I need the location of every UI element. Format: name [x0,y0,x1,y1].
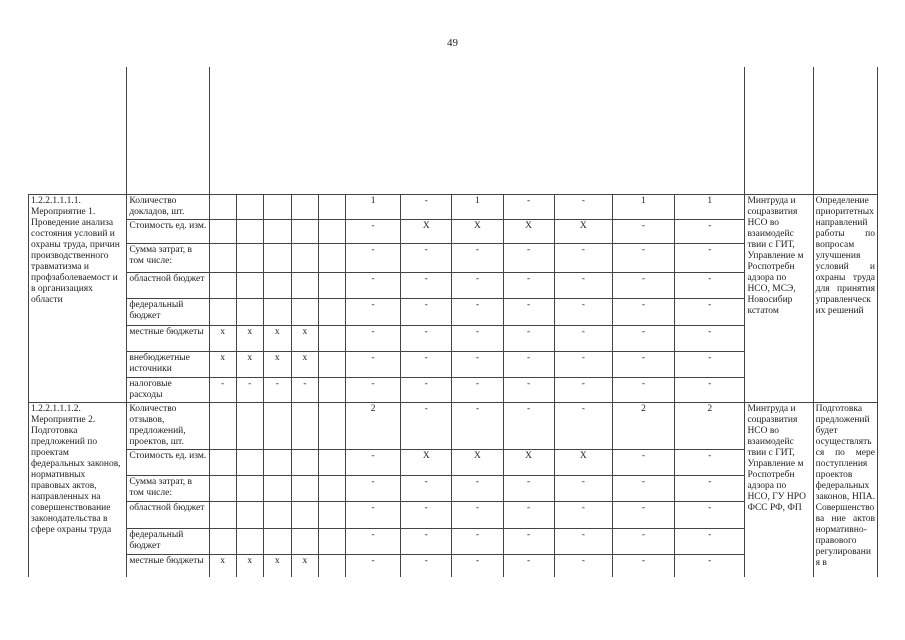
pre-value-cell [209,272,236,298]
pre-value-cell [291,243,318,272]
value-cell: - [612,501,674,528]
value-cell: 2 [346,402,401,449]
value-cell: - [554,528,612,554]
value-cell: - [554,351,612,377]
pre-value-cell [209,528,236,554]
pre-value-cell [291,528,318,554]
value-cell: 2 [675,402,745,449]
value-cell: - [346,325,401,351]
value-cell: - [675,219,745,243]
value-cell: - [503,528,554,554]
value-cell: 1 [346,194,401,219]
value-cell: - [452,475,503,501]
pre-value-cell [318,554,345,577]
executor-cell: Минтруда и соцразвития НСО во взаимодейс твии с ГИТ, Управление м Роспотребн адзора по НСО, МСЭ, Новосибир кстатом [745,194,813,402]
pre-value-cell: - [291,377,318,402]
pre-value-cell [318,243,345,272]
pre-value-cell [291,272,318,298]
value-cell: - [675,475,745,501]
executor-cell: Минтруда и соцразвития НСО во взаимодейс твии с ГИТ, Управление м Роспотребн адзора по НСО, ГУ НРО ФСС РФ, ФП [745,402,813,577]
value-cell: - [401,351,452,377]
value-cell: - [346,243,401,272]
value-cell: - [503,325,554,351]
value-cell: - [452,325,503,351]
value-cell: - [401,475,452,501]
result-cell: Подготовка предложений будет осуществляться по мере поступления проектов федеральных законов, НПА. Совершенствова ние актов нормативно-правового регулирования в [813,402,877,577]
cont-indicator-cell [127,67,209,194]
pre-value-cell [263,194,291,219]
table-row [29,67,878,194]
value-cell: - [401,325,452,351]
value-cell: - [346,475,401,501]
pre-value-cell: x [291,554,318,577]
pre-value-cell: - [209,377,236,402]
value-cell: 1 [675,194,745,219]
pre-value-cell [318,449,345,475]
measure-code-title-cell [29,194,127,402]
value-cell: X [503,449,554,475]
table-row [29,194,878,219]
value-cell: - [675,243,745,272]
value-cell: - [346,219,401,243]
measure-code: 1.2.2.1.1.1.1. [31,195,81,206]
indicator-cell: налоговые расходы [127,377,209,402]
value-cell: - [401,501,452,528]
indicator-cell: федеральный бюджет [127,298,209,325]
measures-table [28,67,878,577]
pre-value-cell [209,402,236,449]
pre-value-cell [236,272,263,298]
value-cell: - [503,272,554,298]
value-cell: - [452,351,503,377]
indicator-cell: Количество докладов, шт. [127,194,209,219]
value-cell: - [346,351,401,377]
value-cell: - [612,219,674,243]
value-cell: - [675,272,745,298]
pre-value-cell [263,475,291,501]
pre-value-cell [209,219,236,243]
measures-table-wrap [28,67,878,577]
value-cell: - [346,298,401,325]
pre-value-cell [236,194,263,219]
value-cell: - [554,402,612,449]
pre-value-cell [236,449,263,475]
value-cell: - [554,298,612,325]
value-cell: - [554,325,612,351]
value-cell: - [401,377,452,402]
value-cell: - [452,298,503,325]
indicator-cell: федеральный бюджет [127,528,209,554]
value-cell: - [503,475,554,501]
pre-value-cell [318,528,345,554]
pre-value-cell [209,298,236,325]
value-cell: - [452,528,503,554]
pre-value-cell [263,449,291,475]
value-cell: - [401,554,452,577]
pre-value-cell [291,402,318,449]
cont-empty-cells [209,67,745,194]
table-body [29,67,878,577]
pre-value-cell: x [291,351,318,377]
value-cell: - [554,377,612,402]
pre-value-cell [318,377,345,402]
value-cell: - [401,298,452,325]
value-cell: - [612,298,674,325]
pre-value-cell [209,501,236,528]
pre-value-cell: x [209,325,236,351]
pre-value-cell [263,219,291,243]
value-cell: X [554,219,612,243]
pre-value-cell [318,351,345,377]
pre-value-cell: x [236,351,263,377]
value-cell: - [452,501,503,528]
pre-value-cell [209,194,236,219]
value-cell: - [503,377,554,402]
pre-value-cell [209,449,236,475]
value-cell: - [612,528,674,554]
pre-value-cell: x [236,554,263,577]
value-cell: - [612,325,674,351]
value-cell: X [503,219,554,243]
indicator-cell: Стоимость ед. изм. [127,219,209,243]
measure-code: 1.2.2.1.1.1.2. [31,403,81,414]
value-cell: X [401,219,452,243]
value-cell: 1 [612,194,674,219]
indicator-cell: Стоимость ед. изм. [127,449,209,475]
pre-value-cell [291,194,318,219]
pre-value-cell [263,528,291,554]
value-cell: - [675,449,745,475]
pre-value-cell [291,219,318,243]
measure-code-title-cell [29,402,127,577]
pre-value-cell [318,475,345,501]
pre-value-cell: x [209,554,236,577]
indicator-cell: Количество отзывов, предложений, проектов, шт. [127,402,209,449]
indicator-cell: Сумма затрат, в том числе: [127,243,209,272]
cont-code-cell [29,67,127,194]
pre-value-cell: x [236,325,263,351]
measure-title: Мероприятие 1. Проведение анализа состояния условий и охраны труда, причин производственного травматизма и профзаболеваемост и в организациях области [31,206,120,305]
indicator-cell: Сумма затрат, в том числе: [127,475,209,501]
value-cell: - [346,272,401,298]
pre-value-cell [318,194,345,219]
cont-result-cell [813,67,877,194]
value-cell: - [612,377,674,402]
table-row [29,402,878,449]
value-cell: X [554,449,612,475]
pre-value-cell: x [291,325,318,351]
pre-value-cell [318,272,345,298]
value-cell: - [452,243,503,272]
pre-value-cell: x [263,554,291,577]
pre-value-cell [209,243,236,272]
value-cell: X [401,449,452,475]
cont-executor-cell [745,67,813,194]
value-cell: - [503,194,554,219]
indicator-cell: местные бюджеты [127,554,209,577]
pre-value-cell [236,501,263,528]
value-cell: - [554,475,612,501]
value-cell: - [346,554,401,577]
value-cell: - [675,501,745,528]
measure-title: Мероприятие 2. Подготовка предложений по проектам федеральных законов, нормативных правовых актов, направленных на совершенствование законодательства в сфере охраны труда [31,414,121,535]
value-cell: - [503,501,554,528]
value-cell: - [401,402,452,449]
value-cell: - [346,501,401,528]
value-cell: - [675,554,745,577]
pre-value-cell [209,475,236,501]
pre-value-cell [318,219,345,243]
pre-value-cell [318,325,345,351]
value-cell: - [503,243,554,272]
pre-value-cell [291,501,318,528]
pre-value-cell: x [263,351,291,377]
value-cell: - [401,272,452,298]
value-cell: - [554,243,612,272]
page-number: 49 [447,37,458,49]
pre-value-cell [263,243,291,272]
value-cell: - [503,402,554,449]
pre-value-cell [263,501,291,528]
value-cell: - [675,351,745,377]
value-cell: - [612,475,674,501]
value-cell: - [675,528,745,554]
value-cell: - [554,272,612,298]
pre-value-cell [236,402,263,449]
pre-value-cell: - [263,377,291,402]
pre-value-cell [236,243,263,272]
value-cell: 1 [452,194,503,219]
pre-value-cell [236,528,263,554]
pre-value-cell [236,219,263,243]
value-cell: - [401,528,452,554]
value-cell: - [612,449,674,475]
value-cell: - [612,243,674,272]
value-cell: - [452,554,503,577]
pre-value-cell: - [236,377,263,402]
value-cell: - [346,377,401,402]
pre-value-cell [318,298,345,325]
pre-value-cell [263,272,291,298]
indicator-cell: местные бюджеты [127,325,209,351]
value-cell: - [554,554,612,577]
indicator-cell: областной бюджет [127,272,209,298]
value-cell: - [612,272,674,298]
indicator-cell: областной бюджет [127,501,209,528]
value-cell: - [346,528,401,554]
value-cell: - [554,194,612,219]
value-cell: - [503,351,554,377]
value-cell: - [675,298,745,325]
value-cell: - [503,298,554,325]
value-cell: - [452,377,503,402]
pre-value-cell [291,475,318,501]
indicator-cell: внебюджетные источники [127,351,209,377]
pre-value-cell [263,298,291,325]
value-cell: X [452,449,503,475]
value-cell: - [675,325,745,351]
value-cell: - [452,272,503,298]
pre-value-cell [318,402,345,449]
value-cell: - [346,449,401,475]
value-cell: 2 [612,402,674,449]
result-cell: Определение приоритетных направлений работы по вопросам улучшения условий и охраны труда для принятия управленческих решений [813,194,877,402]
pre-value-cell [291,449,318,475]
value-cell: - [612,554,674,577]
value-cell: - [675,377,745,402]
pre-value-cell [236,475,263,501]
pre-value-cell [236,298,263,325]
pre-value-cell: x [263,325,291,351]
pre-value-cell [291,298,318,325]
value-cell: - [503,554,554,577]
value-cell: - [554,501,612,528]
pre-value-cell: x [209,351,236,377]
value-cell: - [452,402,503,449]
value-cell: - [612,351,674,377]
value-cell: X [452,219,503,243]
pre-value-cell [318,501,345,528]
pre-value-cell [263,402,291,449]
value-cell: - [401,243,452,272]
value-cell: - [401,194,452,219]
